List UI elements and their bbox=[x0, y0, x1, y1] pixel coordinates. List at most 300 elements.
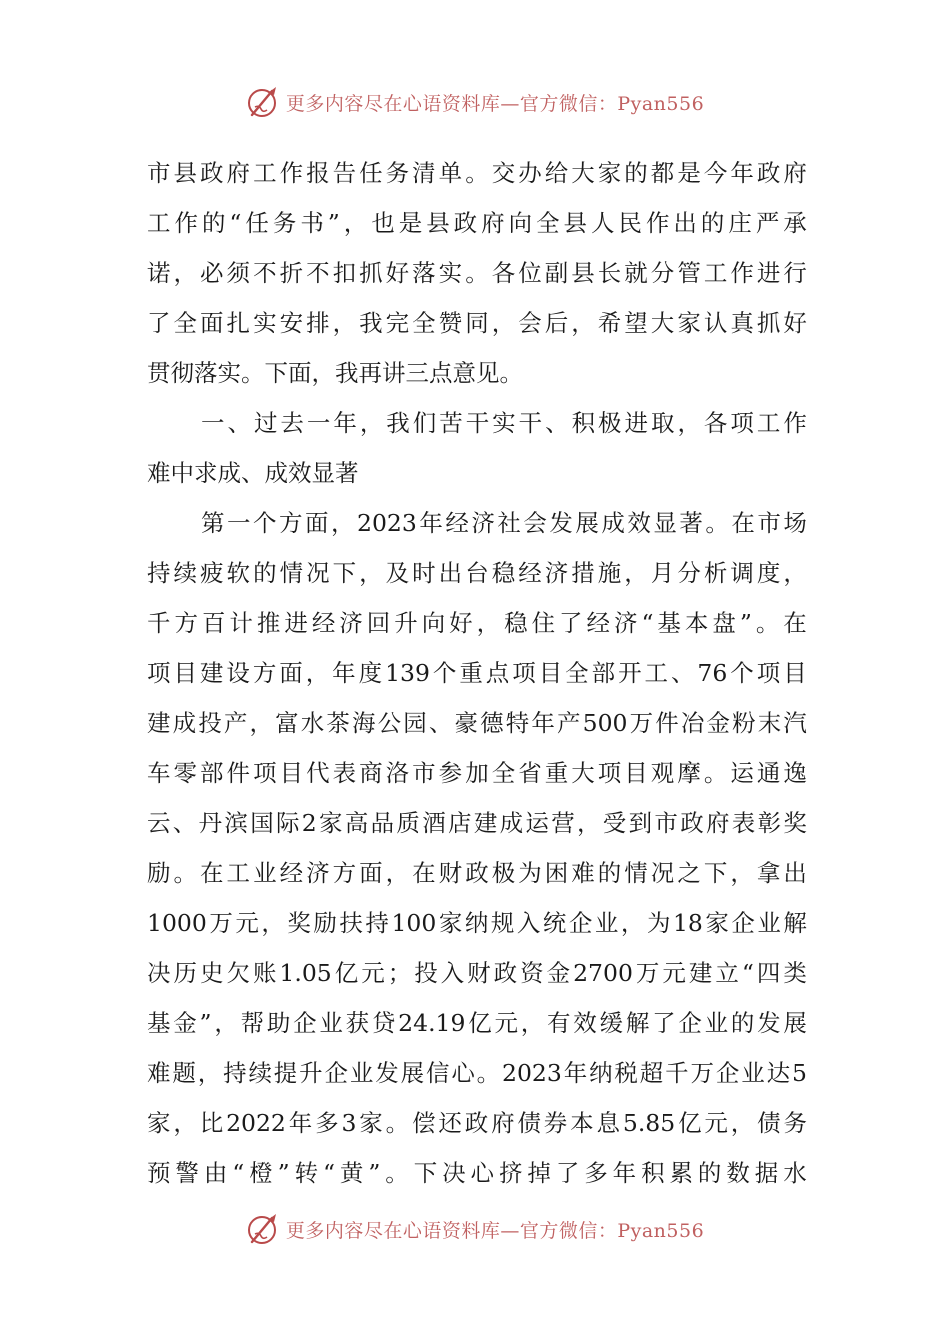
text-glyph: 代 bbox=[306, 759, 330, 787]
text-glyph: 千 bbox=[665, 1059, 689, 1087]
text-glyph: 在 bbox=[412, 859, 436, 887]
text-glyph: 难 bbox=[571, 859, 595, 887]
pen-circle-logo-icon bbox=[246, 1212, 280, 1246]
text-glyph: 家 bbox=[705, 909, 729, 937]
text-glyph: ” bbox=[327, 209, 340, 237]
text-glyph: 市 bbox=[412, 759, 436, 787]
text-glyph: 度 bbox=[756, 559, 781, 587]
text-glyph: 心 bbox=[451, 1059, 475, 1087]
text-glyph: 施 bbox=[597, 559, 622, 587]
text-glyph: 全 bbox=[412, 309, 436, 337]
text-glyph: 续 bbox=[248, 1059, 272, 1087]
text-glyph: 在 bbox=[783, 609, 807, 637]
text-glyph: 还 bbox=[438, 1109, 462, 1137]
text-glyph: 抓 bbox=[756, 309, 781, 337]
text-glyph: 据 bbox=[754, 1159, 779, 1187]
text-glyph: 历 bbox=[173, 959, 197, 987]
text-glyph: 。 bbox=[476, 1059, 501, 1087]
text-glyph: 成 bbox=[172, 709, 197, 737]
text-glyph: 向 bbox=[421, 609, 446, 637]
text-glyph: 亿 bbox=[468, 1009, 492, 1037]
text-glyph: 年 bbox=[333, 409, 357, 437]
text-glyph: 庄 bbox=[728, 209, 752, 237]
text-glyph: ， bbox=[571, 309, 595, 337]
text-glyph: 提 bbox=[273, 1059, 298, 1087]
text-glyph: 单 bbox=[438, 159, 463, 187]
text-glyph: 全 bbox=[536, 209, 560, 237]
text-glyph: 累 bbox=[669, 1159, 693, 1187]
text-line bbox=[147, 948, 807, 998]
text-glyph: 基 bbox=[657, 609, 681, 637]
text-glyph: 。 bbox=[703, 759, 728, 787]
text-glyph: 拿 bbox=[756, 859, 781, 887]
text-glyph: 况 bbox=[306, 559, 330, 587]
text-glyph: 公 bbox=[377, 709, 402, 737]
text-glyph: ” bbox=[368, 1159, 381, 1187]
text-glyph: 个 bbox=[730, 659, 754, 687]
text-glyph: 个 bbox=[253, 509, 277, 537]
text-glyph: ， bbox=[261, 909, 285, 937]
text-glyph: 了 bbox=[147, 309, 171, 337]
text-glyph: ” bbox=[739, 609, 752, 637]
text-glyph: 作 bbox=[783, 409, 807, 437]
text-glyph: 作 bbox=[174, 209, 198, 237]
text-glyph: 警 bbox=[175, 1159, 199, 1187]
text-glyph: 万 bbox=[629, 709, 654, 737]
pen-circle-logo-icon bbox=[246, 85, 280, 119]
watermark-header bbox=[0, 82, 950, 122]
text-glyph: 末 bbox=[757, 709, 782, 737]
text-glyph: 受 bbox=[602, 809, 627, 837]
text-glyph: 人 bbox=[591, 209, 615, 237]
text-glyph: 全 bbox=[565, 659, 589, 687]
text-glyph: 时 bbox=[412, 559, 436, 587]
text-glyph: 市 bbox=[757, 509, 781, 537]
text-glyph: 分 bbox=[650, 259, 675, 287]
text-glyph: 本 bbox=[570, 1109, 594, 1137]
text-glyph: 水 bbox=[783, 1159, 807, 1187]
text-glyph: 给 bbox=[544, 159, 569, 187]
text-glyph: 励 bbox=[313, 909, 337, 937]
text-glyph: 特 bbox=[505, 709, 530, 737]
text-glyph: 德 bbox=[480, 709, 504, 737]
text-glyph: 升 bbox=[299, 1059, 323, 1087]
text-glyph: 推 bbox=[256, 609, 281, 637]
text-glyph: 1000 bbox=[147, 909, 207, 937]
text-glyph: 建 bbox=[147, 709, 171, 737]
text-glyph: 2023 bbox=[502, 1059, 562, 1087]
text-glyph: ， bbox=[332, 309, 357, 337]
watermark-text: 更多内容尽在心语资料库—官方微信：Pyan556 bbox=[285, 1219, 705, 1242]
text-glyph: 家 bbox=[319, 809, 343, 837]
text-glyph: 、 bbox=[428, 709, 453, 737]
text-glyph: 进 bbox=[624, 409, 648, 437]
text-glyph: 通 bbox=[756, 759, 781, 787]
text-glyph: 实 bbox=[253, 309, 277, 337]
text-glyph: 际 bbox=[275, 809, 300, 837]
text-glyph: 年 bbox=[563, 1059, 588, 1087]
text-glyph: 、 bbox=[670, 659, 695, 687]
text-glyph: 。 bbox=[705, 509, 729, 537]
text-glyph: 史 bbox=[199, 959, 224, 987]
text-glyph: 偿 bbox=[412, 1109, 436, 1137]
text-glyph: 部 bbox=[591, 659, 616, 687]
text-glyph: 社 bbox=[497, 509, 521, 537]
text-glyph: 商 bbox=[359, 759, 383, 787]
text-glyph: 目 bbox=[279, 759, 304, 787]
text-glyph: 2700 bbox=[573, 959, 633, 987]
text-glyph: 好 bbox=[449, 609, 473, 637]
text-glyph: ； bbox=[387, 959, 412, 987]
text-glyph: 税 bbox=[614, 1059, 638, 1087]
text-glyph: 规 bbox=[490, 909, 515, 937]
text-glyph: 题 bbox=[172, 1059, 196, 1087]
text-glyph: 粉 bbox=[732, 709, 756, 737]
text-glyph: 设 bbox=[226, 659, 250, 687]
text-glyph: 贷 bbox=[371, 1009, 396, 1037]
text-glyph: 、 bbox=[227, 409, 251, 437]
text-glyph: 在 bbox=[731, 509, 755, 537]
text-line bbox=[147, 1048, 807, 1098]
text-glyph: 企 bbox=[293, 1009, 317, 1037]
text-glyph: 的 bbox=[624, 159, 648, 187]
text-glyph: 副 bbox=[544, 259, 569, 287]
text-line: 贯彻落实。下面，我再讲三点意见。 bbox=[147, 359, 523, 387]
text-glyph: 国 bbox=[250, 809, 274, 837]
text-glyph: 业 bbox=[594, 909, 619, 937]
text-glyph: 业 bbox=[253, 859, 277, 887]
text-glyph: 参 bbox=[438, 759, 463, 787]
text-glyph: 是 bbox=[677, 159, 701, 187]
text-glyph: ， bbox=[197, 1059, 222, 1087]
text-glyph: 建 bbox=[199, 659, 224, 687]
text-glyph: “ bbox=[232, 1159, 245, 1187]
text-glyph: 全 bbox=[173, 309, 198, 337]
text-glyph: 盘 bbox=[712, 609, 736, 637]
text-glyph: 稳 bbox=[504, 609, 528, 637]
text-glyph: 台 bbox=[465, 559, 489, 587]
text-glyph: ， bbox=[331, 509, 355, 537]
text-glyph: 质 bbox=[396, 809, 420, 837]
text-glyph: 年 bbox=[288, 1109, 313, 1137]
text-glyph: 政 bbox=[493, 959, 518, 987]
text-line bbox=[147, 898, 807, 948]
text-glyph: 2022 bbox=[226, 1109, 286, 1137]
text-glyph: 进 bbox=[284, 609, 308, 637]
text-glyph: 元 bbox=[361, 959, 385, 987]
text-glyph: 企 bbox=[678, 1009, 702, 1037]
text-glyph: 欠 bbox=[226, 959, 250, 987]
text-glyph: 政 bbox=[756, 159, 781, 187]
text-glyph: 入 bbox=[516, 909, 541, 937]
text-glyph: 重 bbox=[544, 759, 569, 787]
text-glyph: 务 bbox=[385, 159, 410, 187]
text-glyph: 持 bbox=[147, 559, 171, 587]
text-glyph: 投 bbox=[414, 959, 438, 987]
text-glyph: 承 bbox=[783, 209, 807, 237]
text-glyph: 计 bbox=[229, 609, 253, 637]
text-glyph: 项 bbox=[253, 759, 277, 787]
text-glyph: 抓 bbox=[359, 259, 383, 287]
text-glyph: 成 bbox=[499, 809, 524, 837]
text-glyph: 品 bbox=[370, 809, 395, 837]
text-glyph: 长 bbox=[597, 259, 622, 287]
text-glyph: 真 bbox=[730, 309, 754, 337]
text-glyph: 作 bbox=[645, 209, 670, 237]
text-glyph: 预 bbox=[147, 1159, 171, 1187]
text-glyph: 面 bbox=[359, 859, 383, 887]
text-glyph: 部 bbox=[200, 759, 224, 787]
text-glyph: 府 bbox=[481, 209, 505, 237]
text-glyph: “ bbox=[641, 609, 654, 637]
text-glyph: 企 bbox=[731, 909, 755, 937]
text-glyph: ” bbox=[199, 1009, 212, 1037]
text-glyph: 帮 bbox=[240, 1009, 265, 1037]
text-glyph: 实 bbox=[438, 259, 463, 287]
text-glyph: 著 bbox=[679, 509, 703, 537]
text-glyph: ， bbox=[520, 1009, 545, 1037]
text-line bbox=[147, 148, 807, 198]
text-glyph: 年 bbox=[332, 659, 356, 687]
text-glyph: 亿 bbox=[334, 959, 359, 987]
text-glyph: 车 bbox=[147, 759, 171, 787]
text-line bbox=[147, 1098, 807, 1148]
text-glyph: 升 bbox=[394, 609, 418, 637]
text-glyph: 由 bbox=[203, 1159, 228, 1187]
text-glyph: 出 bbox=[783, 859, 807, 887]
text-glyph: 好 bbox=[385, 259, 410, 287]
text-glyph: 企 bbox=[715, 1059, 740, 1087]
text-glyph: 下 bbox=[332, 559, 357, 587]
text-glyph: 年 bbox=[730, 159, 754, 187]
text-glyph: 扣 bbox=[332, 259, 357, 287]
text-glyph: 家 bbox=[438, 909, 463, 937]
text-glyph: 业 bbox=[741, 1059, 765, 1087]
text-line bbox=[147, 798, 807, 848]
text-glyph: 元 bbox=[494, 1009, 518, 1037]
text-glyph: 企 bbox=[568, 909, 593, 937]
text-glyph: ， bbox=[730, 1109, 755, 1137]
watermark-footer bbox=[0, 1209, 950, 1249]
text-glyph: 24.19 bbox=[398, 1009, 466, 1037]
text-glyph: 类 bbox=[783, 959, 807, 987]
text-glyph: 工 bbox=[644, 659, 669, 687]
text-glyph: 大 bbox=[650, 309, 675, 337]
text-glyph: 加 bbox=[465, 759, 489, 787]
text-glyph: 方 bbox=[279, 509, 303, 537]
text-glyph: 元 bbox=[235, 909, 259, 937]
text-glyph: 的 bbox=[700, 209, 725, 237]
text-glyph: 信 bbox=[425, 1059, 450, 1087]
text-glyph: 后 bbox=[544, 309, 569, 337]
text-glyph: 希 bbox=[597, 309, 622, 337]
text-glyph: 一 bbox=[227, 509, 251, 537]
text-glyph: 表 bbox=[731, 809, 756, 837]
text-glyph: ， bbox=[385, 859, 410, 887]
text-glyph: 洛 bbox=[385, 759, 410, 787]
text-glyph: 工 bbox=[253, 159, 277, 187]
text-glyph: 住 bbox=[531, 609, 556, 637]
text-glyph: 豪 bbox=[454, 709, 478, 737]
text-glyph: 全 bbox=[491, 759, 516, 787]
text-glyph: 个 bbox=[432, 659, 457, 687]
text-glyph: 面 bbox=[279, 659, 303, 687]
text-glyph: 措 bbox=[571, 559, 595, 587]
text-glyph: ， bbox=[577, 809, 601, 837]
text-glyph: 县 bbox=[571, 259, 595, 287]
text-glyph: 下 bbox=[413, 1159, 438, 1187]
text-glyph: ， bbox=[305, 659, 330, 687]
text-glyph: 去 bbox=[280, 409, 304, 437]
text-glyph: 持 bbox=[365, 909, 389, 937]
text-glyph: 券 bbox=[543, 1109, 568, 1137]
text-glyph: 完 bbox=[385, 309, 410, 337]
text-glyph: 业 bbox=[757, 909, 781, 937]
text-glyph: 目 bbox=[538, 659, 563, 687]
text-glyph: 店 bbox=[448, 809, 472, 837]
text-glyph: 作 bbox=[730, 259, 754, 287]
text-glyph: 政 bbox=[465, 859, 489, 887]
text-glyph: 今 bbox=[703, 159, 728, 187]
text-glyph: 本 bbox=[684, 609, 709, 637]
text-glyph: 软 bbox=[226, 559, 251, 587]
text-glyph: 场 bbox=[783, 509, 807, 537]
text-line bbox=[147, 248, 807, 298]
text-glyph: 度 bbox=[358, 659, 383, 687]
text-glyph: 大 bbox=[571, 759, 595, 787]
text-glyph: 点 bbox=[485, 659, 510, 687]
text-glyph: 决 bbox=[442, 1159, 466, 1187]
text-glyph: 解 bbox=[783, 909, 807, 937]
text-glyph: 工 bbox=[147, 209, 171, 237]
text-glyph: 分 bbox=[677, 559, 701, 587]
text-glyph: 县 bbox=[426, 209, 450, 237]
text-glyph: 之 bbox=[677, 859, 701, 887]
text-glyph: 落 bbox=[412, 259, 436, 287]
text-glyph: 了 bbox=[555, 1159, 580, 1187]
text-glyph: 书 bbox=[300, 209, 324, 237]
text-glyph: 难 bbox=[147, 1059, 171, 1087]
text-glyph: 资 bbox=[520, 959, 544, 987]
text-glyph: 财 bbox=[467, 959, 491, 987]
text-glyph: 。 bbox=[385, 1159, 409, 1187]
text-glyph: 济 bbox=[544, 559, 569, 587]
text-glyph: 百 bbox=[201, 609, 226, 637]
text-glyph: 为 bbox=[646, 909, 671, 937]
text-glyph: 调 bbox=[730, 559, 754, 587]
text-glyph: 为 bbox=[518, 859, 542, 887]
text-glyph: 茶 bbox=[326, 709, 350, 737]
text-glyph: 万 bbox=[635, 959, 660, 987]
text-glyph: “ bbox=[322, 1159, 335, 1187]
text-glyph: 比 bbox=[199, 1109, 224, 1137]
text-glyph: 滨 bbox=[224, 809, 248, 837]
text-line bbox=[147, 498, 807, 548]
text-line bbox=[147, 748, 807, 798]
text-glyph: 发 bbox=[375, 1059, 399, 1087]
text-glyph: 府 bbox=[226, 159, 251, 187]
text-glyph: ， bbox=[214, 1009, 238, 1037]
text-glyph: 的 bbox=[253, 559, 277, 587]
text-glyph: 扎 bbox=[226, 309, 251, 337]
text-glyph: 面 bbox=[200, 309, 224, 337]
text-glyph: 立 bbox=[715, 959, 739, 987]
text-glyph: 助 bbox=[266, 1009, 291, 1037]
text-glyph: 展 bbox=[575, 509, 599, 537]
text-glyph: 展 bbox=[400, 1059, 425, 1087]
text-glyph: 积 bbox=[641, 1159, 665, 1187]
text-glyph: 续 bbox=[173, 559, 198, 587]
text-glyph: ， bbox=[624, 559, 648, 587]
text-glyph: 报 bbox=[306, 159, 330, 187]
text-glyph: 目 bbox=[624, 759, 648, 787]
text-glyph: 方 bbox=[332, 859, 357, 887]
text-glyph: 到 bbox=[628, 809, 653, 837]
text-glyph: 在 bbox=[200, 859, 224, 887]
watermark-text: 更多内容尽在心语资料库—官方微信：Pyan556 bbox=[285, 92, 705, 115]
text-glyph: 富 bbox=[275, 709, 299, 737]
text-glyph: 统 bbox=[542, 909, 567, 937]
text-glyph: 件 bbox=[655, 709, 679, 737]
text-glyph: 解 bbox=[625, 1009, 650, 1037]
text-glyph: 缓 bbox=[599, 1009, 624, 1037]
text-glyph: 出 bbox=[438, 559, 463, 587]
text-glyph: 清 bbox=[412, 159, 436, 187]
text-glyph: 况 bbox=[650, 859, 675, 887]
text-glyph: 账 bbox=[252, 959, 277, 987]
text-glyph: 务 bbox=[783, 1109, 807, 1137]
text-glyph: 实 bbox=[492, 409, 516, 437]
text-glyph: 139 bbox=[385, 659, 430, 687]
text-glyph: 月 bbox=[650, 559, 675, 587]
text-glyph: 济 bbox=[306, 859, 330, 887]
text-glyph: 政 bbox=[200, 159, 224, 187]
text-glyph: 经 bbox=[445, 509, 469, 537]
text-glyph: “ bbox=[229, 209, 242, 237]
text-glyph: 我 bbox=[386, 409, 410, 437]
text-glyph: 建 bbox=[688, 959, 713, 987]
text-glyph: 诺 bbox=[147, 259, 171, 287]
text-glyph: 济 bbox=[339, 609, 363, 637]
text-glyph: 市 bbox=[147, 159, 171, 187]
text-glyph: 显 bbox=[653, 509, 677, 537]
text-glyph: 任 bbox=[359, 159, 383, 187]
text-glyph: 发 bbox=[549, 509, 573, 537]
text-glyph: 2 bbox=[301, 809, 317, 837]
text-glyph: 目 bbox=[173, 659, 197, 687]
text-glyph: 办 bbox=[518, 159, 542, 187]
text-glyph: 工 bbox=[756, 409, 781, 437]
text-glyph: 挤 bbox=[498, 1159, 523, 1187]
text-glyph: 运 bbox=[730, 759, 754, 787]
text-glyph: 。 bbox=[465, 259, 489, 287]
text-glyph: 数 bbox=[726, 1159, 750, 1187]
text-glyph: 有 bbox=[547, 1009, 571, 1037]
text-glyph: 了 bbox=[652, 1009, 676, 1037]
text-glyph: 各 bbox=[703, 409, 728, 437]
text-glyph: 必 bbox=[200, 259, 224, 287]
text-glyph: 作 bbox=[279, 159, 304, 187]
text-glyph: 表 bbox=[332, 759, 357, 787]
text-glyph: 同 bbox=[465, 309, 489, 337]
text-glyph: 项 bbox=[730, 409, 754, 437]
text-glyph: 安 bbox=[279, 309, 304, 337]
text-glyph: 会 bbox=[523, 509, 547, 537]
text-glyph: 县 bbox=[563, 209, 588, 237]
text-glyph: 方 bbox=[252, 659, 277, 687]
text-glyph: 的 bbox=[597, 859, 622, 887]
text-glyph: ， bbox=[620, 909, 645, 937]
